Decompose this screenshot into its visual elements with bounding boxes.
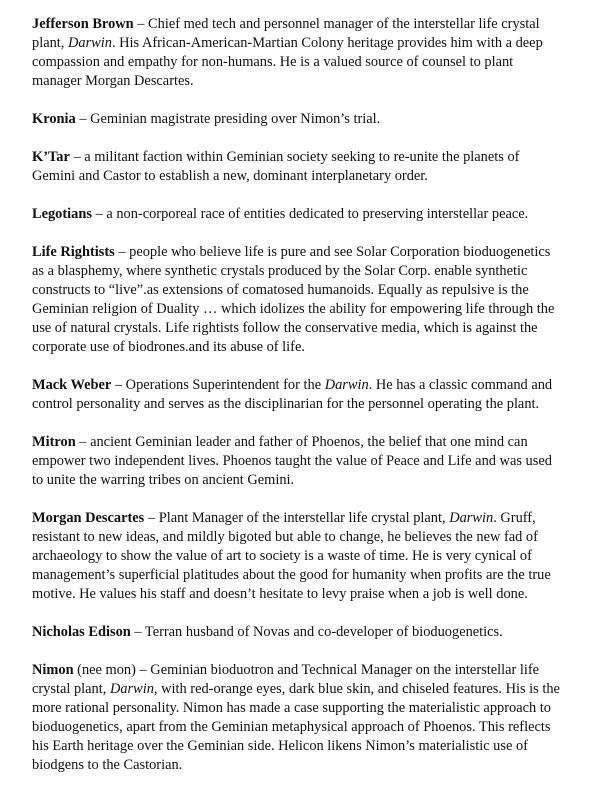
glossary-entry <box>32 15 564 91</box>
glossary-entry <box>32 623 564 642</box>
glossary-entry <box>32 661 564 775</box>
glossary-entry <box>32 376 564 414</box>
italic-ship-name: Darwin <box>67 35 112 51</box>
entry-description: . Gruff, resistant to new ideas, and mildly bigoted but able to change, he believes the new fad of archaeology to show the value of art to society is a waste of time. He is very cynical of management’s superficial platitudes about the good for humanity when profits are the true motive. He values his staff and doesn’t hesitate to levy praise when a job is well done. <box>32 510 551 602</box>
entry-term: Jefferson Brown <box>32 16 134 32</box>
glossary <box>32 15 564 775</box>
italic-ship-name: Darwin <box>109 681 154 697</box>
entry-description: – Plant Manager of the interstellar life crystal plant, <box>144 510 450 526</box>
italic-ship-name: Darwin <box>324 377 369 393</box>
entry-description: . He has a classic command and control personality and serves as the disciplinarian for the personnel operating the plant. <box>32 377 553 412</box>
glossary-entry <box>32 509 564 604</box>
entry-term: Legotians <box>32 206 92 222</box>
glossary-entry <box>32 148 564 186</box>
entry-description: . His African-American-Martian Colony heritage provides him with a deep compassion and empathy for non-humans. He is a valued source of counsel to plant manager Morgan Descartes. <box>32 35 543 89</box>
entry-term: Morgan Descartes <box>32 510 145 526</box>
entry-description: – Geminian magistrate presiding over Nimon’s trial. <box>75 111 381 127</box>
italic-ship-name: Darwin <box>449 510 494 526</box>
entry-description: – Operations Superintendent for the <box>111 377 325 393</box>
entry-term: Kronia <box>32 111 76 127</box>
entry-description: (nee mon) – Geminian bioduotron and Technical Manager on the interstellar life crystal plant, <box>32 662 540 697</box>
entry-description: – a non-corporeal race of entities dedicated to preserving interstellar peace. <box>91 206 529 222</box>
entry-description: – people who believe life is pure and see Solar Corporation bioduogenetics as a blasphemy, where synthetic crystals produced by the Solar Corp. enable synthetic constructs to “live”.as extensions of comatosed humanoids. Equally as repulsive is the Geminian religion of Duality … which idolizes the ability for empowering life through the use of natural crystals. Life rightists follow the conservative media, which is against the corporate use of biodrones.and its abuse of life. <box>32 244 555 355</box>
entry-term: Mack Weber <box>32 377 112 393</box>
entry-term: K’Tar <box>32 149 70 165</box>
entry-description: , with red-orange eyes, dark blue skin, and chiseled features. His is the more rational personality. Nimon has made a case supporting the materialistic approach to bioduogenetics, apart from the Geminian metaphysical approach of Phoenos. This reflects his Earth heritage over the Geminian side. Helicon likens Nimon’s materialistic use of biodgens to the Castorian. <box>32 681 560 773</box>
entry-term: Nimon <box>32 662 74 678</box>
entry-description: – Chief med tech and personnel manager of the interstellar life crystal plant, <box>32 16 540 51</box>
entry-term: Nicholas Edison <box>32 624 131 640</box>
entry-term: Mitron <box>32 434 76 450</box>
glossary-entry <box>32 205 564 224</box>
entry-term: Life Rightists <box>32 244 115 260</box>
entry-description: – a militant faction within Geminian society seeking to re-unite the planets of Gemini and Castor to establish a new, dominant interplanetary order. <box>32 149 520 184</box>
glossary-entry <box>32 110 564 129</box>
entry-description: – ancient Geminian leader and father of Phoenos, the belief that one mind can empower two independent lives. Phoenos taught the value of Peace and Life and was used to unite the warring tribes on ancient Gemini. <box>32 434 552 488</box>
glossary-entry <box>32 433 564 490</box>
glossary-entry <box>32 243 564 357</box>
entry-description: – Terran husband of Novas and co-developer of bioduogenetics. <box>130 624 503 640</box>
